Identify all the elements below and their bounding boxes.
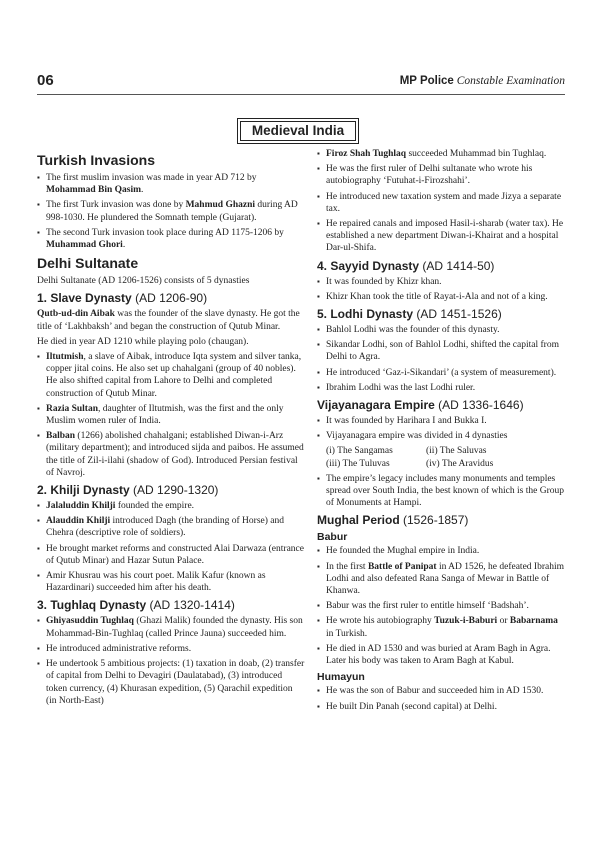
slave-list: [37, 351, 305, 479]
list-item: ▪ Babur was the first ruler to entitle himself ‘Badshah’.: [317, 600, 567, 612]
list-item: ▪ Sikandar Lodhi, son of Bahlol Lodhi, shifted the capital from Delhi to Agra.: [317, 339, 567, 363]
list-item: ▪ It was founded by Harihara I and Bukka I.: [317, 415, 567, 427]
heading-humayun: Humayun: [317, 671, 365, 684]
slave-para-2: He died in year AD 1210 while playing polo (chaugan).: [37, 336, 249, 347]
heading-sayyid-dynasty: 4. Sayyid Dynasty (AD 1414-50): [317, 258, 495, 273]
header-rule: [37, 94, 565, 95]
exam-title-italic: Constable Examination: [456, 75, 565, 87]
heading-slave-dynasty: 1. Slave Dynasty (AD 1206-90): [37, 291, 208, 306]
list-item: ▪ The first muslim invasion was made in year AD 712 by Mohammad Bin Qasim.: [37, 172, 305, 196]
heading-tughlaq-dynasty: 3. Tughlaq Dynasty (AD 1320-1414): [37, 598, 235, 613]
list-item: ▪ Khizr Khan took the title of Rayat-i-Ala and not of a king.: [317, 291, 567, 303]
babur-list: [317, 545, 567, 667]
vijayanagara-list-2: [317, 473, 567, 510]
chapter-title: Medieval India: [240, 121, 356, 141]
list-item: ▪ He was the son of Babur and succeeded him in AD 1530.: [317, 685, 567, 697]
heading-mughal-period: Mughal Period (1526-1857): [317, 513, 469, 528]
heading-vijayanagara: Vijayanagara Empire (AD 1336-1646): [317, 398, 524, 413]
sayyid-list: [317, 276, 567, 303]
list-item: ▪ Ghiyasuddin Tughlaq (Ghazi Malik) founded the dynasty. His son Mohammad-Bin-Tughlaq (called Prince Jauna) succeeded him.: [37, 615, 305, 639]
list-item: ▪ Balban (1266) abolished chahalgani; established Diwan-i-Arz (military department); and introduced sijda and paibos. He assumed the title of Zil-i-ilahi (shadow of God). Introduced Persian festival of Navroj.: [37, 430, 305, 479]
dynasty-row: [317, 445, 567, 457]
list-item: ▪ Amir Khusrau was his court poet. Malik Kafur (known as Hazardinari) succeeded him after his death.: [37, 570, 305, 594]
heading-lodhi-dynasty: 5. Lodhi Dynasty (AD 1451-1526): [317, 307, 502, 322]
list-item: ▪ He wrote his autobiography Tuzuk-i-Baburi or Babarnama in Turkish.: [317, 615, 567, 639]
heading-turkish-invasions: Turkish Invasions: [37, 152, 155, 168]
list-item: ▪ Iltutmish, a slave of Aibak, introduce Iqta system and silver tanka, copper jital coins. He also set up chahalgani (group of 40 nobles). He also shifted capital from Lahore to Delhi and completed construction of Qutub Minar.: [37, 351, 305, 400]
list-item: ▪ Ibrahim Lodhi was the last Lodhi ruler.: [317, 382, 567, 394]
list-item: ▪ In the first Battle of Panipat in AD 1526, he defeated Ibrahim Lodhi and also defeated Rana Sanga of Mewar in Battle of Khanwa.: [317, 561, 567, 598]
page-header: [37, 70, 565, 94]
list-item: ▪ He brought market reforms and constructed Alai Darwaza (entrance of Qutub Minar) and Hazar Sutun Palace.: [37, 543, 305, 567]
list-item: ▪ He died in AD 1530 and was buried at Aram Bagh in Agra. Later his body was taken to Aram Bagh at Kabul.: [317, 643, 567, 667]
list-item: ▪ The first Turk invasion was done by Mahmud Ghazni during AD 998-1030. He plundered the Somnath temple (Gujarat).: [37, 199, 305, 223]
right-column: [317, 148, 567, 716]
slave-para-1: Qutb-ud-din Aibak was the founder of the slave dynasty. He got the title of ‘Lakhbaksh’ and began the construction of Qutub Minar.: [37, 309, 300, 332]
list-item: ▪ He repaired canals and imposed Hasil-i-sharab (water tax). He established a new department Diwan-i-Khairat and a hospital Dar-ul-Shifa.: [317, 218, 567, 255]
delhi-intro: Delhi Sultanate (AD 1206-1526) consists of 5 dynasties: [37, 276, 250, 287]
list-item: ▪ He built Din Panah (second capital) at Delhi.: [317, 701, 567, 713]
dynasty-row: [317, 458, 567, 470]
heading-delhi-sultanate: Delhi Sultanate: [37, 255, 139, 272]
list-item: ▪ Alauddin Khilji introduced Dagh (the branding of Horse) and Chehra (descriptive role of soldiers).: [37, 515, 305, 539]
list-item: ▪ He introduced ‘Gaz-i-Sikandari’ (a system of measurement).: [317, 367, 567, 379]
vijayanagara-list: [317, 415, 567, 442]
list-item: ▪ He introduced administrative reforms.: [37, 643, 305, 655]
left-column: [37, 148, 305, 710]
exam-title: [400, 75, 565, 87]
list-item: ▪ Jalaluddin Khilji founded the empire.: [37, 500, 305, 512]
dynasty-item: (ii) The Saluvas: [426, 446, 487, 457]
list-item: ▪ It was founded by Khizr khan.: [317, 276, 567, 288]
list-item: ▪ The empire’s legacy includes many monuments and temples spread over South India, the best known of which is the Group of Monuments at Hampi.: [317, 473, 567, 510]
page-number: 06: [37, 72, 54, 89]
turkish-list: [37, 172, 305, 251]
heading-babur: Babur: [317, 531, 348, 544]
tughlaq-list: [37, 615, 305, 706]
chapter-title-box: [237, 118, 359, 144]
humayun-list: [317, 685, 567, 712]
lodhi-list: [317, 324, 567, 394]
list-item: ▪ Bahlol Lodhi was the founder of this dynasty.: [317, 324, 567, 336]
list-item: ▪ The second Turk invasion took place during AD 1175-1206 by Muhammad Ghori.: [37, 227, 305, 251]
exam-title-bold: MP Police: [399, 75, 454, 87]
list-item: ▪ He introduced new taxation system and made Jizya a separate tax.: [317, 191, 567, 215]
heading-khilji-dynasty: 2. Khilji Dynasty (AD 1290-1320): [37, 483, 219, 498]
list-item: ▪ Razia Sultan, daughter of Iltutmish, was the first and the only Muslim women ruler of India.: [37, 403, 305, 427]
list-item: ▪ He undertook 5 ambitious projects: (1) taxation in doab, (2) transfer of capital from Delhi to Devagiri (Daulatabad), (3) introduced token currency, (4) Khurasan expedition, (5) Qarachil expedition (in North-East): [37, 658, 305, 707]
list-item: ▪ Vijayanagara empire was divided in 4 dynasties: [317, 430, 567, 442]
list-item: ▪ Firoz Shah Tughlaq succeeded Muhammad bin Tughlaq.: [317, 148, 567, 160]
khilji-list: [37, 500, 305, 594]
list-item: ▪ He was the first ruler of Delhi sultanate who wrote his autobiography ‘Futuhat-i-Firozshahi’.: [317, 163, 567, 187]
dynasty-item: (iv) The Aravidus: [426, 458, 494, 469]
dynasty-item: (iii) The Tuluvas: [326, 458, 390, 469]
dynasty-item: (i) The Sangamas: [326, 446, 393, 457]
tughlaq-cont-list: [317, 148, 567, 255]
list-item: ▪ He founded the Mughal empire in India.: [317, 545, 567, 557]
